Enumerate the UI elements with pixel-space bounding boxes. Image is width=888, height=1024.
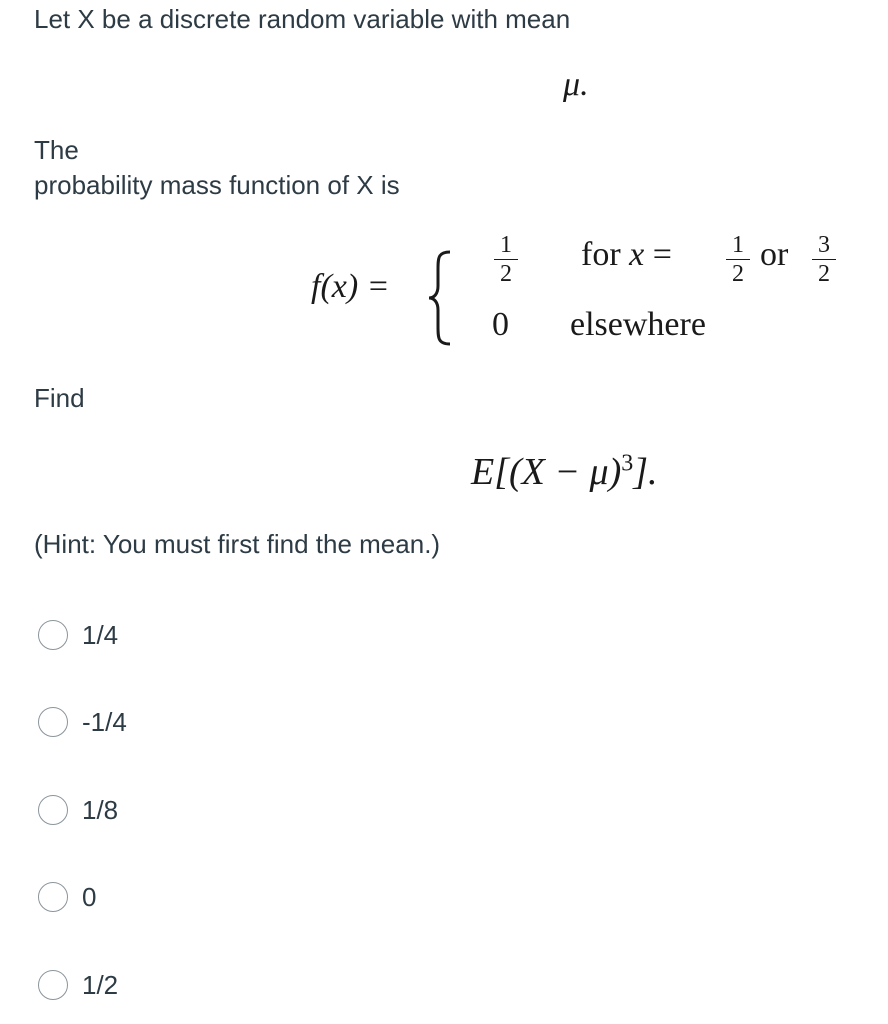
answer-label: -1/4 <box>82 706 127 737</box>
answer-label: 1/4 <box>82 619 119 650</box>
answer-label: 0 <box>82 881 97 912</box>
answer-option[interactable] <box>38 617 118 653</box>
condition-fraction-1: $\frac{1}{2}$ <box>726 233 750 286</box>
condition-fraction-2: $\frac{3}{2}$ <box>812 233 836 286</box>
case2-value: 0 <box>492 306 509 343</box>
left-brace-icon <box>426 248 454 348</box>
radio-button[interactable] <box>38 620 68 650</box>
question-intro: Let X be a discrete random variable with mean <box>34 4 571 34</box>
answer-label: 1/8 <box>82 794 119 825</box>
radio-button[interactable] <box>38 882 68 912</box>
hint-text: (Hint: You must first find the mean.) <box>34 529 441 559</box>
answer-label: 1/2 <box>82 969 119 1000</box>
radio-button[interactable] <box>38 707 68 737</box>
mean-symbol: μ. <box>563 66 589 103</box>
condition-or: or <box>760 236 789 273</box>
answer-option[interactable] <box>38 704 127 740</box>
find-label: Find <box>34 383 85 413</box>
case1-condition: for x = <box>581 236 672 273</box>
radio-button[interactable] <box>38 795 68 825</box>
question-the: The <box>34 135 79 165</box>
radio-button[interactable] <box>38 970 68 1000</box>
answer-option[interactable] <box>38 879 96 915</box>
question-pmf-intro: probability mass function of X is <box>34 170 400 200</box>
answer-option[interactable] <box>38 792 118 828</box>
pmf-lhs: f(x) = <box>311 268 390 305</box>
case1-value-fraction: $\frac{1}{2}$ <box>494 233 518 286</box>
case2-condition: elsewhere <box>570 306 706 343</box>
expectation-expression: $E[(X - \mu)^3]$. <box>471 450 658 493</box>
answer-option[interactable] <box>38 967 118 1003</box>
